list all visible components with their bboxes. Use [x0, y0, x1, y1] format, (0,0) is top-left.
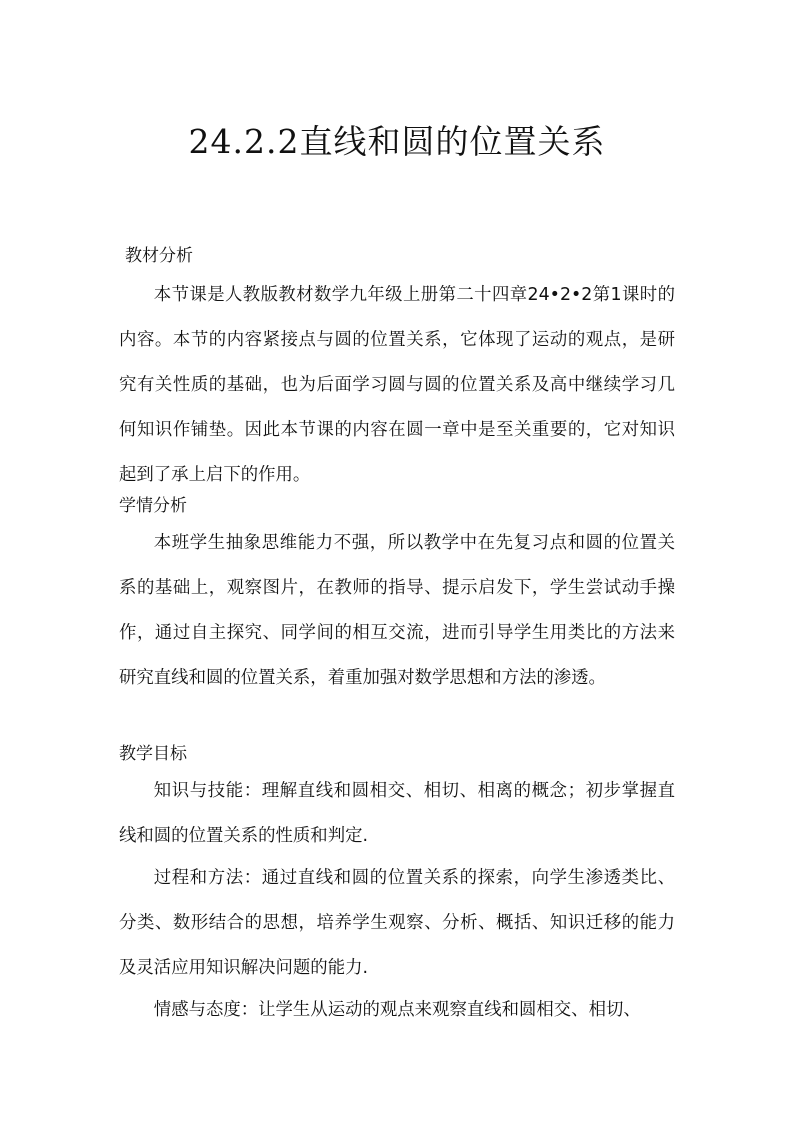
document-title: 24.2.2直线和圆的位置关系	[188, 122, 606, 161]
paragraph-process-methods: 过程和方法：通过直线和圆的位置关系的探索，向学生渗透类比、分类、数形结合的思想，培养学生观察、分析、概括、知识迁移的能力及灵活应用知识解决问题的能力.	[119, 868, 675, 978]
paragraph-student-analysis: 本班学生抽象思维能力不强，所以教学中在先复习点和圆的位置关系的基础上，观察图片，在教师的指导、提示启发下，学生尝试动手操作，通过自主探究、同学间的相互交流，进而引导学生用类比的方法来研究直线和圆的位置关系，着重加强对数学思想和方法的渗透。	[119, 533, 675, 688]
paragraph-textbook-analysis: 本节课是人教版教材数学九年级上册第二十四章24•2•2第1课时的内容。本节的内容紧接点与圆的位置关系，它体现了运动的观点，是研究有关性质的基础，也为后面学习圆与圆的位置关系及高中继续学习几何知识作铺垫。因此本节课的内容在圆一章中是至关重要的，它对知识起到了承上启下的作用。	[119, 285, 675, 485]
paragraph-knowledge-skills: 知识与技能：理解直线和圆相交、相切、相离的概念；初步掌握直线和圆的位置关系的性质和判定.	[119, 781, 675, 846]
section-heading-teaching-goals: 教学目标	[119, 744, 187, 764]
section-heading-textbook-analysis: 教材分析	[125, 246, 193, 266]
section-heading-student-analysis: 学情分析	[119, 496, 187, 516]
paragraph-emotion-attitude: 情感与态度：让学生从运动的观点来观察直线和圆相交、相切、	[153, 1000, 641, 1020]
